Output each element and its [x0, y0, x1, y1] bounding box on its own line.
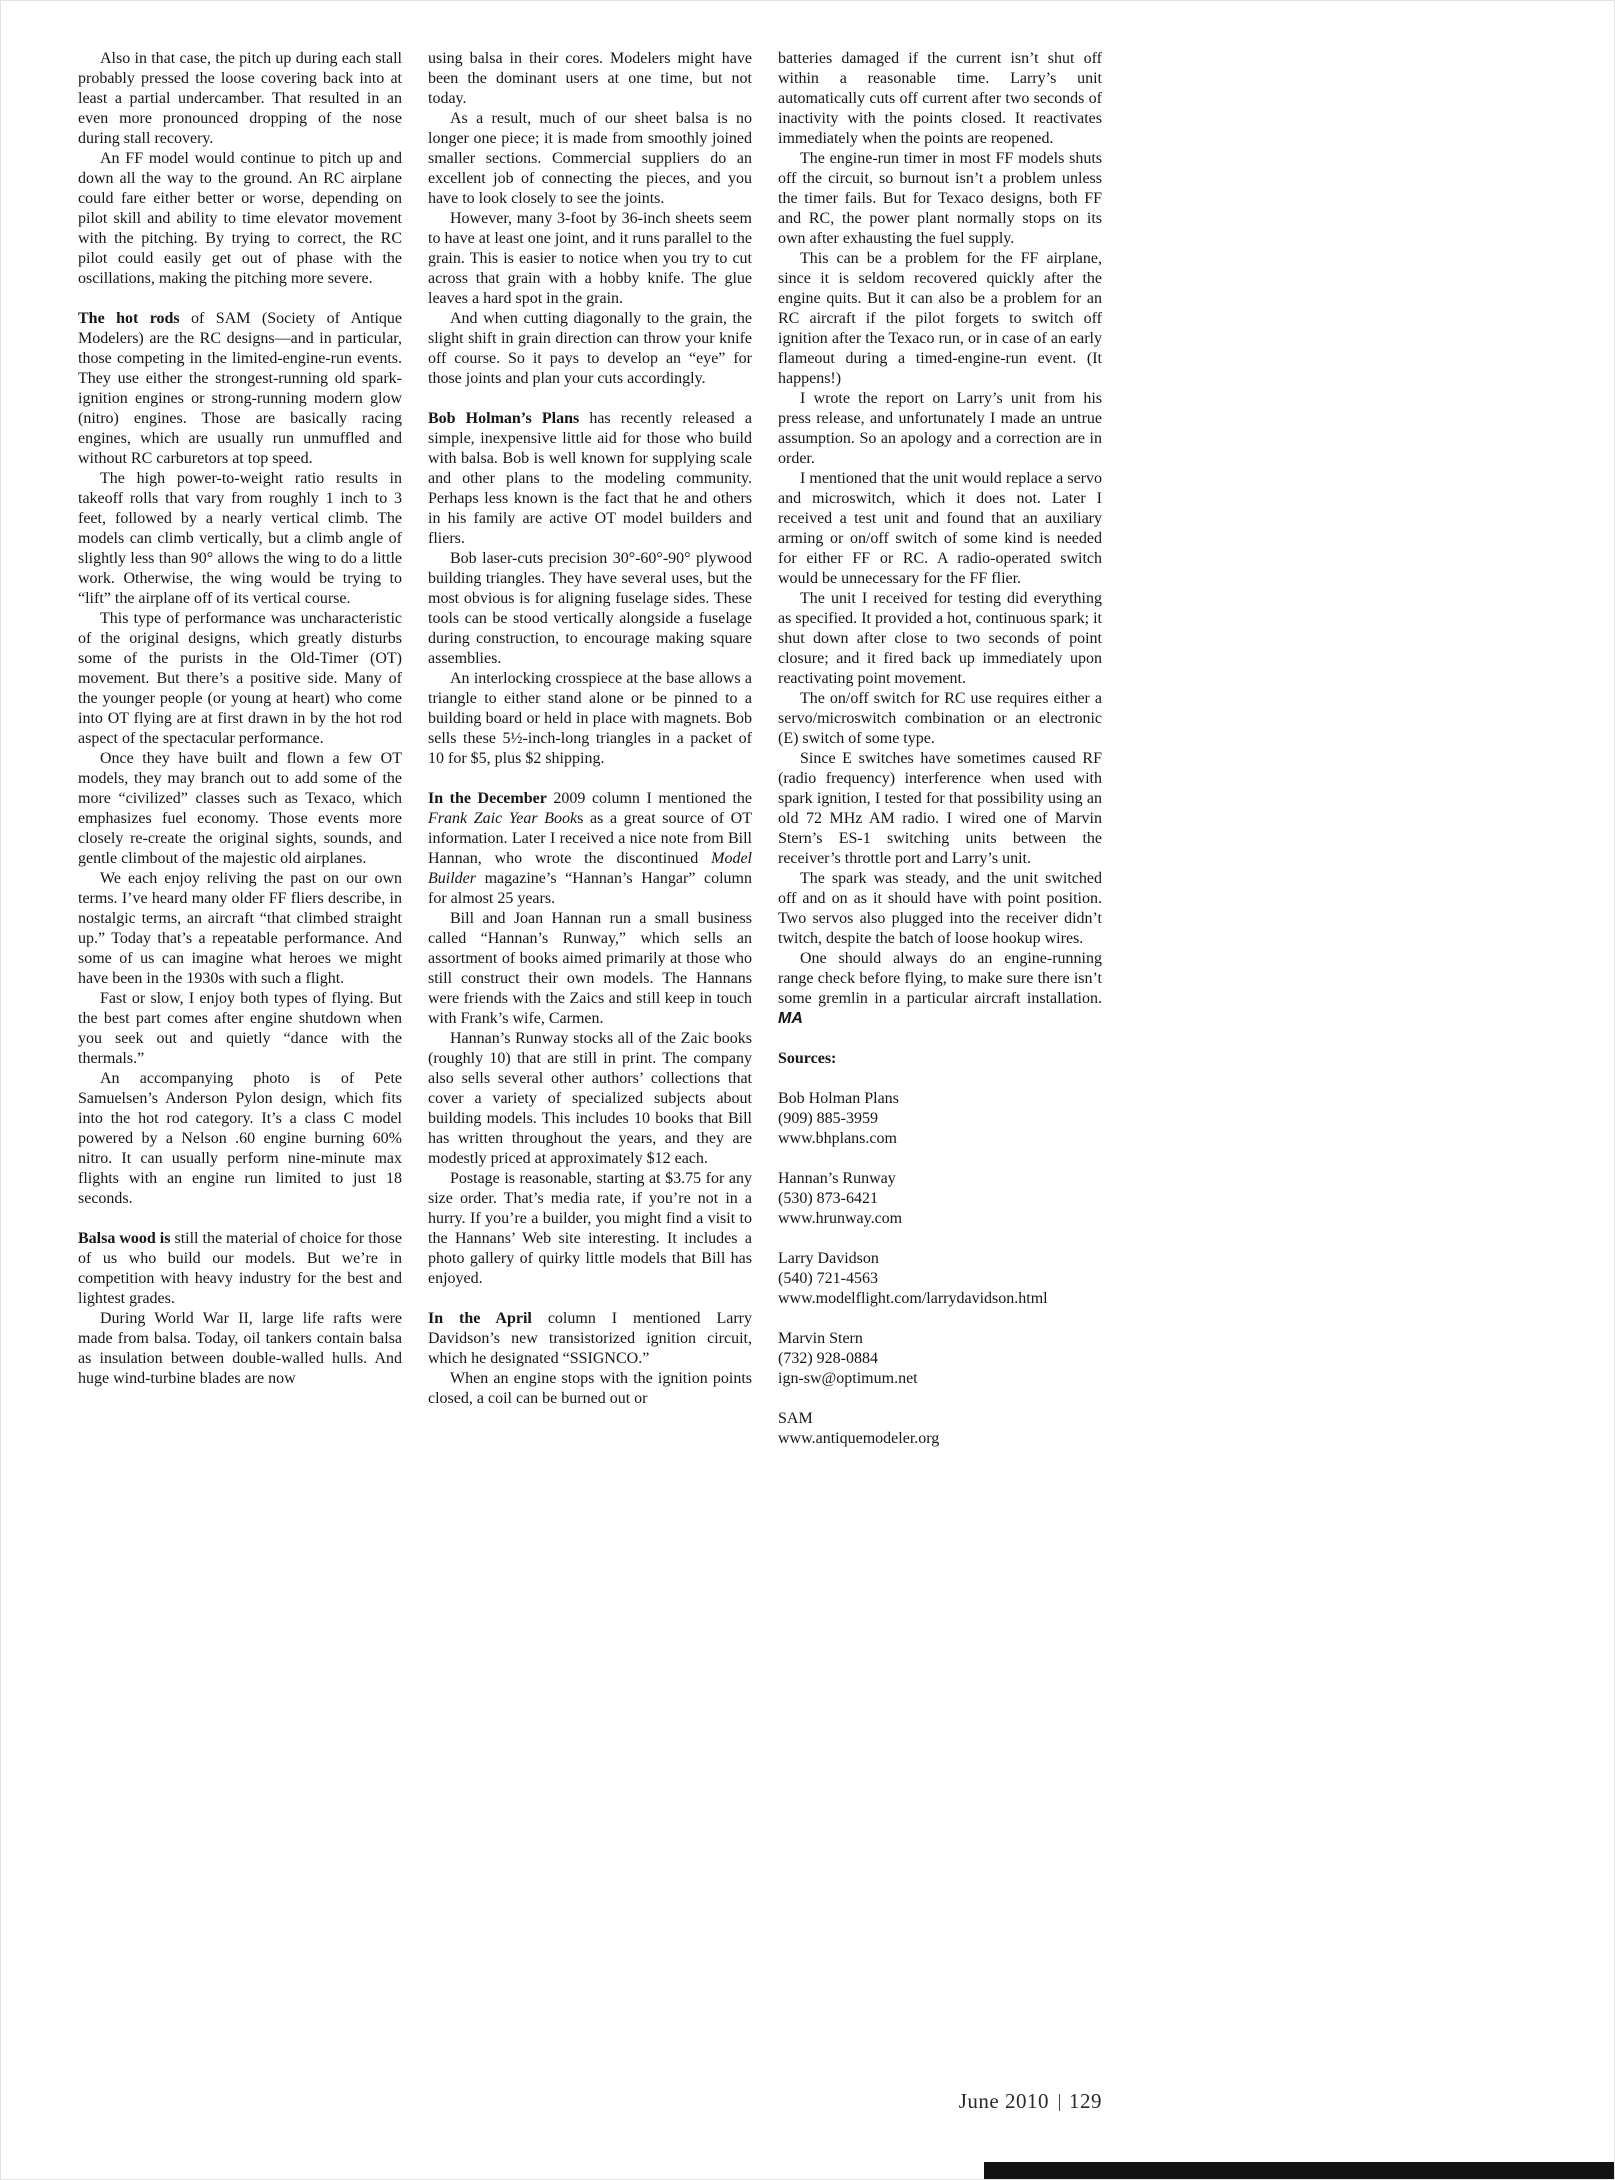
article-body — [78, 49, 1102, 1449]
text-run: During World War II, large life rafts were made from balsa. Today, oil tankers contain balsa as insulation between double-walled hulls. And huge wind-turbine blades are now — [78, 1310, 402, 1387]
paragraph — [428, 1169, 752, 1289]
text-run: Bob Holman’s Plans — [428, 410, 580, 427]
text-run: The spark was steady, and the unit switched off and on as it should have with point position. Two servos also plugged into the receiver didn’t twitch, despite the batch of loose hookup wires. — [778, 870, 1102, 947]
text-run: I wrote the report on Larry’s unit from his press release, and unfortunately I made an untrue assumption. So an apology and a correction are in order. — [778, 390, 1102, 467]
source-entry: Marvin Stern (732) 928-0884 ign-sw@optimum.net — [778, 1330, 918, 1387]
column-1 — [78, 49, 402, 1449]
text-run: Hannan’s Runway stocks all of the Zaic books (roughly 10) that are still in print. The company also sells several other authors’ collections that cover a variety of specialized subjects about building models. This includes 10 books that Bill has written throughout the years, and they are modestly priced at approximately $12 each. — [428, 1030, 752, 1167]
paragraph — [78, 989, 402, 1069]
column-3 — [778, 49, 1102, 1449]
text-run: using balsa in their cores. Modelers might have been the dominant users at one time, but not today. — [428, 50, 752, 107]
text-run: However, many 3-foot by 36-inch sheets seem to have at least one joint, and it runs parallel to the grain. This is easier to notice when you try to cut across that grain with a hobby knife. The glue leaves a hard spot in the grain. — [428, 210, 752, 307]
paragraph — [428, 109, 752, 209]
text-run: Bill and Joan Hannan run a small business called “Hannan’s Runway,” which sells an assortment of books aimed primarily at those who still construct their own models. The Hannans were friends with the Zaics and still keep in touch with Frank’s wife, Carmen. — [428, 910, 752, 1027]
footer-issue: June 2010 — [958, 2089, 1049, 2113]
text-run: In the December — [428, 790, 547, 807]
paragraph — [78, 309, 402, 469]
paragraph — [78, 469, 402, 609]
text-run: Frank Zaic Year Book — [428, 810, 578, 827]
text-run: Postage is reasonable, starting at $3.75 for any size order. That’s media rate, if you’re not in a hurry. If you’re a builder, you might find a visit to the Hannans’ Web site interesting. It includes a photo gallery of quirky little models that Bill has enjoyed. — [428, 1170, 752, 1287]
text-run: Since E switches have sometimes caused RF (radio frequency) interference when used with spark ignition, I tested for that possibility using an old 72 MHz AM radio. I wired one of Marvin Stern’s ES-1 switching units between the receiver’s throttle port and Larry’s unit. — [778, 750, 1102, 867]
paragraph — [778, 949, 1102, 1029]
paragraph — [428, 209, 752, 309]
paragraph — [428, 669, 752, 769]
paragraph — [778, 389, 1102, 469]
paragraph — [428, 1029, 752, 1169]
paragraph — [78, 869, 402, 989]
text-run: I mentioned that the unit would replace a servo and microswitch, which it does not. Later I received a test unit and found that an auxiliary arming or on/off switch of some kind is needed for either FF or RC. A radio-operated switch would be unnecessary for the FF flier. — [778, 470, 1102, 587]
paragraph — [78, 749, 402, 869]
text-run: has recently released a simple, inexpensive little aid for those who build with balsa. Bob is well known for supplying scale and other plans to the modeling community. Perhaps less known is the fact that he and others in his family are active OT model builders and fliers. — [428, 410, 753, 547]
paragraph — [778, 869, 1102, 949]
source-entry: Bob Holman Plans (909) 885-3959 www.bhplans.com — [778, 1090, 899, 1147]
paragraph — [778, 589, 1102, 689]
text-run: And when cutting diagonally to the grain, the slight shift in grain direction can throw your knife off course. So it pays to develop an “eye” for those joints and plan your cuts accordingly. — [428, 310, 752, 387]
paragraph — [428, 49, 752, 109]
paragraph — [778, 249, 1102, 389]
paragraph — [778, 49, 1102, 149]
text-run: An interlocking crosspiece at the base allows a triangle to either stand alone or be pinned to a building board or held in place with magnets. Bob sells these 5½-inch-long triangles in a packet of 10 for $5, plus $2 shipping. — [428, 670, 752, 767]
text-run: As a result, much of our sheet balsa is no longer one piece; it is made from smoothly joined smaller sections. Commercial suppliers do an excellent job of connecting the pieces, and you have to look closely to see the joints. — [428, 110, 752, 207]
text-run: MA — [778, 1010, 803, 1027]
text-run: still the material of choice for those of us who build our models. But we’re in competition with heavy industry for the best and lightest grades. — [78, 1230, 402, 1307]
page-footer — [78, 2089, 1102, 2114]
paragraph — [778, 689, 1102, 749]
text-run: This type of performance was uncharacteristic of the original designs, which greatly disturbs some of the purists in the Old-Timer (OT) movement. But there’s a positive side. Many of the younger people (or young at heart) who come into OT flying are at first drawn in by the hot rod aspect of the spectacular performance. — [78, 610, 402, 747]
paragraph — [78, 49, 402, 149]
text-run: 2009 column I mentioned the — [546, 790, 752, 807]
source-entry: Hannan’s Runway (530) 873-6421 www.hrunway.com — [778, 1170, 903, 1227]
paragraph — [428, 309, 752, 389]
paragraph — [78, 1229, 402, 1309]
text-run: The hot rods — [78, 310, 180, 327]
text-run: When an engine stops with the ignition points closed, a coil can be burned out or — [428, 1370, 752, 1407]
text-run: The engine-run timer in most FF models shuts off the circuit, so burnout isn’t a problem unless the timer fails. But for Texaco designs, both FF and RC, the power plant normally stops on its own after exhausting the fuel supply. — [778, 150, 1102, 247]
paragraph — [428, 1369, 752, 1409]
text-run: Also in that case, the pitch up during each stall probably pressed the loose covering back into at least a partial undercamber. That resulted in an even more pronounced dropping of the nose during stall recovery. — [78, 50, 402, 147]
text-run: An accompanying photo is of Pete Samuelsen’s Anderson Pylon design, which fits into the hot rod category. It’s a class C model powered by a Nelson .60 engine burning 60% nitro. It can usually perform nine-minute max flights with an engine run limited to just 18 seconds. — [78, 1070, 402, 1207]
paragraph — [778, 469, 1102, 589]
text-run: Once they have built and flown a few OT models, they may branch out to add some of the more “civilized” classes such as Texaco, which emphasizes fuel economy. Those events more closely re-create the original sights, sounds, and gentle climbout of the majestic old airplanes. — [78, 750, 402, 867]
text-run: Model Builder — [428, 850, 752, 887]
text-run: The on/off switch for RC use requires either a servo/microswitch combination or an electronic (E) switch of some type. — [778, 690, 1102, 747]
source-entry: SAM www.antiquemodeler.org — [778, 1410, 940, 1447]
text-run: of SAM (Society of Antique Modelers) are the RC designs—and in particular, those competing in the limited-engine-run events. They use either the strongest-running old spark-ignition engines or strong-running modern glow (nitro) engines. Those are basically racing engines, which are usually run unmuffled and without RC carburetors at top speed. — [78, 310, 402, 467]
text-run: s as a great source of OT information. Later I received a nice note from Bill Hannan, who wrote the discontinued — [428, 810, 752, 867]
text-run: batteries damaged if the current isn’t shut off within a reasonable time. Larry’s unit automatically cuts off current after two seconds of inactivity with the points closed. It reactivates immediately when the points are reopened. — [778, 50, 1102, 147]
text-run: Balsa wood is — [78, 1230, 171, 1247]
text-run: The unit I received for testing did everything as specified. It provided a hot, continuous spark; it shut down after close to two seconds of point closure; and it fired back up immediately upon reactivating point movement. — [778, 590, 1102, 687]
text-run: An FF model would continue to pitch up and down all the way to the ground. An RC airplane could fare either better or worse, depending on pilot skill and ability to time elevator movement with the pitching. By trying to correct, the RC pilot could easily get out of phase with the oscillations, making the pitching more severe. — [78, 150, 402, 287]
text-run: One should always do an engine-running range check before flying, to make sure there isn’t some gremlin in a particular aircraft installation. — [778, 950, 1102, 1007]
paragraph — [78, 1309, 402, 1389]
text-run: Bob laser-cuts precision 30°-60°-90° plywood building triangles. They have several uses, but the most obvious is for aligning fuselage sides. These tools can be stood vertically alongside a fuselage during construction, to encourage making square assemblies. — [428, 550, 752, 667]
text-run: In the April — [428, 1310, 532, 1327]
text-run: The high power-to-weight ratio results in takeoff rolls that vary from roughly 1 inch to 3 feet, followed by a nearly vertical climb. The models can climb vertically, but a climb angle of slightly less than 90° allows the wing to do a little work. Otherwise, the wing would be trying to “lift” the airplane off of its vertical course. — [78, 470, 402, 607]
paragraph — [428, 789, 752, 909]
sources-heading: Sources: — [778, 1050, 837, 1067]
source-entry: Larry Davidson (540) 721-4563 www.modelflight.com/larrydavidson.html — [778, 1250, 1048, 1307]
sources — [778, 1049, 1102, 1449]
text-run: This can be a problem for the FF airplane, since it is seldom recovered quickly after the engine quits. But it can also be a problem for an RC aircraft if the pilot forgets to switch off ignition after the Texaco run, or in case of an early flameout during a timed-engine-run event. (It happens!) — [778, 250, 1102, 387]
paragraph — [78, 1069, 402, 1209]
text-run: Fast or slow, I enjoy both types of flying. But the best part comes after engine shutdown when you seek out and quietly “dance with the thermals.” — [78, 990, 402, 1067]
paragraph — [428, 909, 752, 1029]
text-run: column I mentioned Larry Davidson’s new transistorized ignition circuit, which he designated “SSIGNCO.” — [428, 1310, 753, 1367]
paragraph — [778, 149, 1102, 249]
paragraph — [428, 409, 752, 549]
column-2 — [428, 49, 752, 1449]
text-run: We each enjoy reliving the past on our own terms. I’ve heard many older FF fliers describe, in nostalgic terms, an aircraft “that climbed straight up.” Today that’s a repeatable performance. And some of us can imagine what heroes we might have been in the 1930s with such a flight. — [78, 870, 402, 987]
column-3-paragraphs — [778, 49, 1102, 1029]
paragraph — [78, 149, 402, 289]
footer-page-number: 129 — [1069, 2089, 1102, 2113]
bottom-edge-bar — [984, 2162, 1614, 2179]
footer-separator-bar — [1059, 2094, 1060, 2111]
paragraph — [428, 549, 752, 669]
paragraph — [778, 749, 1102, 869]
paragraph — [428, 1309, 752, 1369]
paragraph — [78, 609, 402, 749]
text-run: magazine’s “Hannan’s Hangar” column for almost 25 years. — [428, 870, 752, 907]
